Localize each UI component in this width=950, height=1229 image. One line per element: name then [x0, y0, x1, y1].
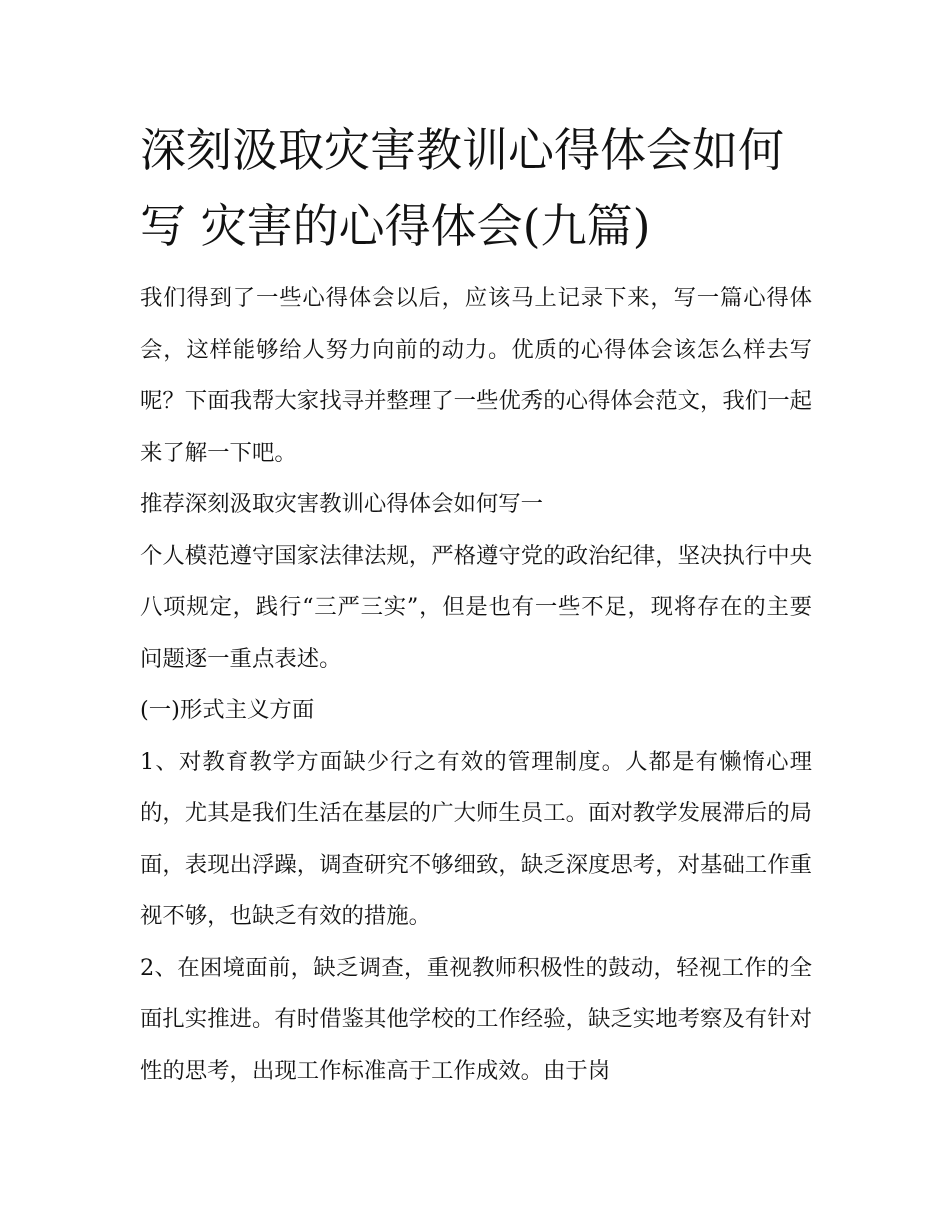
body-paragraph: 个人模范遵守国家法律法规，严格遵守党的政治纪律，坚决执行中央八项规定，践行“三严三实”，但是也有一些不足，现将存在的主要问题逐一重点表述。 [140, 542, 812, 672]
subsection-heading: (一)形式主义方面 [140, 697, 315, 723]
document-page [140, 112, 812, 1097]
list-item-2: 2、在困境面前，缺乏调查，重视教师积极性的鼓动，轻视工作的全面扎实推进。有时借鉴其他学校的工作经验，缺乏实地考察及有针对性的思考，出现工作标准高于工作成效。由于岗 [140, 954, 812, 1084]
document-title: 深刻汲取灾害教训心得体会如何写 灾害的心得体会(九篇) [140, 123, 784, 253]
intro-paragraph: 我们得到了一些心得体会以后，应该马上记录下来，写一篇心得体会，这样能够给人努力向前的动力。优质的心得体会该怎么样去写呢？下面我帮大家找寻并整理了一些优秀的心得体会范文，我们一起来了解一下吧。 [140, 285, 812, 466]
section-heading: 推荐深刻汲取灾害教训心得体会如何写一 [140, 491, 544, 517]
list-item-1: 1、对教育教学方面缺少行之有效的管理制度。人都是有懒惰心理的，尤其是我们生活在基层的广大师生员工。面对教学发展滞后的局面，表现出浮躁，调查研究不够细致，缺乏深度思考，对基础工作重视不够，也缺乏有效的措施。 [140, 748, 812, 929]
